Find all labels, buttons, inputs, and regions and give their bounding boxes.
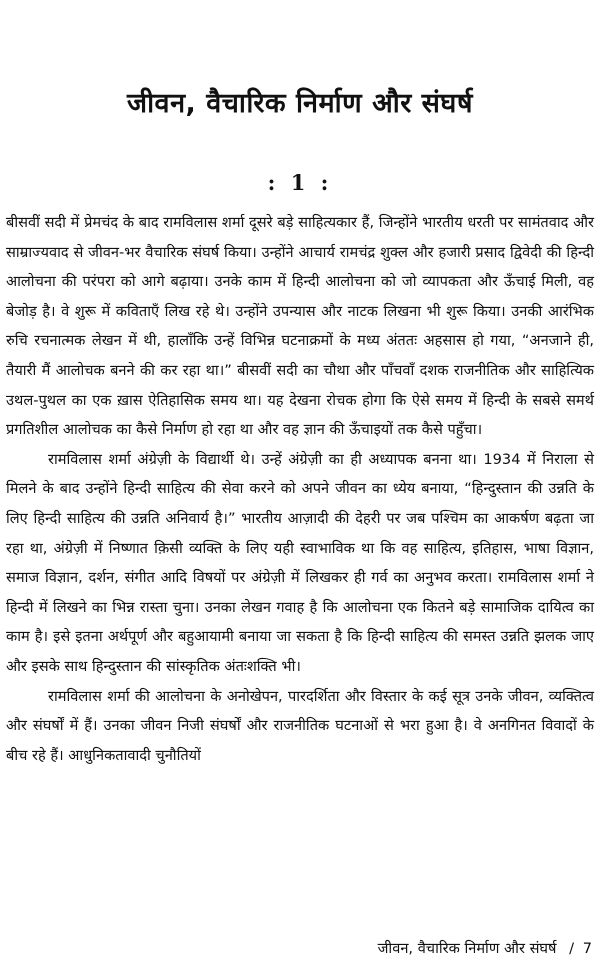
section-number: : 1 : <box>267 170 333 195</box>
body-text <box>6 208 594 770</box>
page-number: 7 <box>582 940 592 957</box>
paragraph-1: बीसवीं सदी में प्रेमचंद के बाद रामविलास शर्मा दूसरे बड़े साहित्यकार हैं, जिन्होंने भारतीय धरती पर सामंतवाद और साम्राज्यवाद से जीवन-भर वैचारिक संघर्ष किया। उन्होंने आचार्य रामचंद्र शुक्ल और हजारी प्रसाद द्विवेदी की हिन्दी आलोचना की परंपरा को आगे बढ़ाया। उनके काम में हिन्दी आलोचना को जो व्यापकता और ऊँचाई मिली, वह बेजोड़ है। वे शुरू में कविताएँ लिख रहे थे। उन्होंने उपन्यास और नाटक लिखना भी शुरू किया। उनकी आरंभिक रुचि रचनात्मक लेखन में थी, हालाँकि उन्हें विभिन्न घटनाक्रमों के मध्य अंततः अहसास हो गया, “अनजाने ही, तैयारी मैं आलोचक बनने की कर रहा था।” बीसवीं सदी का चौथा और पाँचवाँ दशक राजनीतिक और साहित्यिक उथल-पुथल का एक ख़ास ऐतिहासिक समय था। यह देखना रोचक होगा कि ऐसे समय में हिन्दी के सबसे समर्थ प्रगतिशील आलोचक का कैसे निर्माण हो रहा था और वह ज्ञान की ऊँचाइयों तक कैसे पहुँचा। <box>6 214 594 439</box>
footer-running-title: जीवन, वैचारिक निर्माण और संघर्ष <box>377 940 557 957</box>
paragraph-2: रामविलास शर्मा अंग्रेज़ी के विद्यार्थी थे। उन्हें अंग्रेज़ी का ही अध्यापक बनना था। 1934 में निराला से मिलने के बाद उन्होंने हिन्दी साहित्य की सेवा करने को अपने जीवन का ध्येय बनाया, “हिन्दुस्तान की उन्नति के लिए हिन्दी साहित्य की उन्नति अनिवार्य है।” भारतीय आज़ादी की देहरी पर जब पश्चिम का आकर्षण बढ़ता जा रहा था, अंग्रेज़ी में निष्णात क़िसी व्यक्ति के लिए यही स्वाभाविक था कि वह साहित्य, इतिहास, भाषा विज्ञान, समाज विज्ञान, दर्शन, संगीत आदि विषयों पर अंग्रेज़ी में लिखकर ही गर्व का अनुभव करता। रामविलास शर्मा ने हिन्दी में लिखने का भिन्न रास्ता चुना। उनका लेखन गवाह है कि आलोचना एक कितने बड़े सामाजिक दायित्व का काम है। इसे इतना अर्थपूर्ण और बहुआयामी बनाया जा सकता है कि हिन्दी साहित्य की समस्त उन्नति झलक जाए और इसके साथ हिन्दुस्तान की सांस्कृतिक अंतःशक्ति भी। <box>6 450 594 675</box>
chapter-title: जीवन, वैचारिक निर्माण और संघर्ष <box>127 88 473 119</box>
paragraph-3: रामविलास शर्मा की आलोचना के अनोखेपन, पारदर्शिता और विस्तार के कई सूत्र उनके जीवन, व्यक्तित्व और संघर्षों में हैं। उनका जीवन निजी संघर्षों और राजनीतिक घटनाओं से भरा हुआ है। वे अनगिनत विवादों के बीच रहे हैं। आधुनिकतावादी चुनौतियों <box>6 687 594 764</box>
running-footer <box>378 937 592 961</box>
footer-separator: / <box>569 940 575 957</box>
